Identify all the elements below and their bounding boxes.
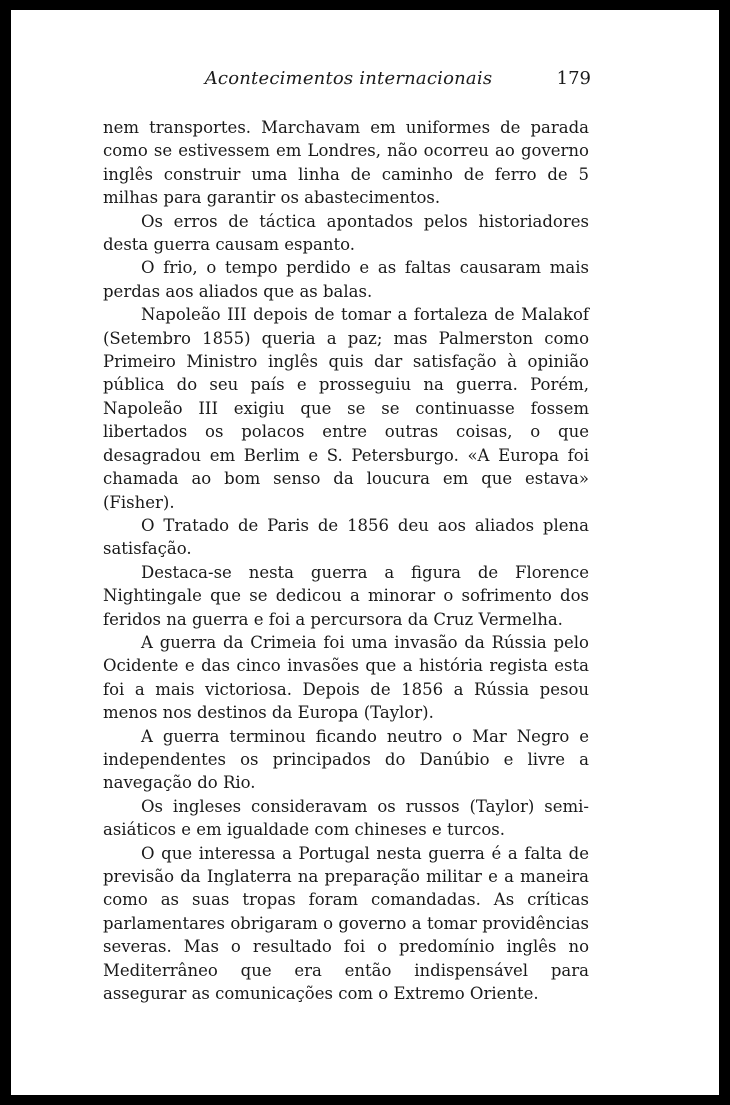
page-number: 179 [556,68,591,89]
paragraph: Napoleão III depois de tomar a fortaleza de Malakof (Setembro 1855) queria a paz; mas Palmerston como Primeiro Ministro inglês quis dar satisfação à opinião pública do seu país e prosseguiu na guerra. Porém, Napoleão III exigiu que se se continuasse fossem libertados os polacos entre outras coisas, o que desagradou em Berlim e S. Petersburgo. «A Europa foi chamada ao bom senso da loucura em que estava» (Fisher). [103,305,589,512]
running-title: Acontecimentos internacionais [204,68,493,89]
paragraph-continuation: nem transportes. Marchavam em uniformes de parada como se estivessem em Londres, não ocorreu ao governo inglês construir uma linha de caminho de ferro de 5 milhas para garantir os abastecimentos. [103,118,589,208]
paragraph: O que interessa a Portugal nesta guerra é a falta de previsão da Inglaterra na preparação militar e a maneira como as suas tropas foram comandadas. As críticas parlamentares obrigaram o governo a tomar providências severas. Mas o resultado foi o predomínio inglês no Mediterrâneo que era então indispensável para assegurar as comunicações com o Extremo Oriente. [103,843,589,1004]
book-page [11,10,719,1095]
paragraph: A guerra terminou ficando neutro o Mar Negro e independentes os principados do Danúbio e livre a navegação do Rio. [103,726,589,793]
paragraph: A guerra da Crimeia foi uma invasão da Rússia pelo Ocidente e das cinco invasões que a história regista esta foi a mais victoriosa. Depois de 1856 a Rússia pesou menos nos destinos da Europa (Taylor). [103,632,589,723]
paragraph: Os ingleses consideravam os russos (Taylor) semi-asiáticos e em igualdade com chineses e turcos. [103,796,589,840]
paragraph: Os erros de táctica apontados pelos historiadores desta guerra causam espanto. [103,211,589,255]
body-text [103,116,589,1005]
paragraph: O frio, o tempo perdido e as faltas causaram mais perdas aos aliados que as balas. [103,258,589,301]
running-head [106,68,591,96]
paragraph: O Tratado de Paris de 1856 deu aos aliados plena satisfação. [103,515,589,559]
paragraph: Destaca-se nesta guerra a figura de Florence Nightingale que se dedicou a minorar o sofrimento dos feridos na guerra e foi a percursora da Cruz Vermelha. [103,562,589,629]
